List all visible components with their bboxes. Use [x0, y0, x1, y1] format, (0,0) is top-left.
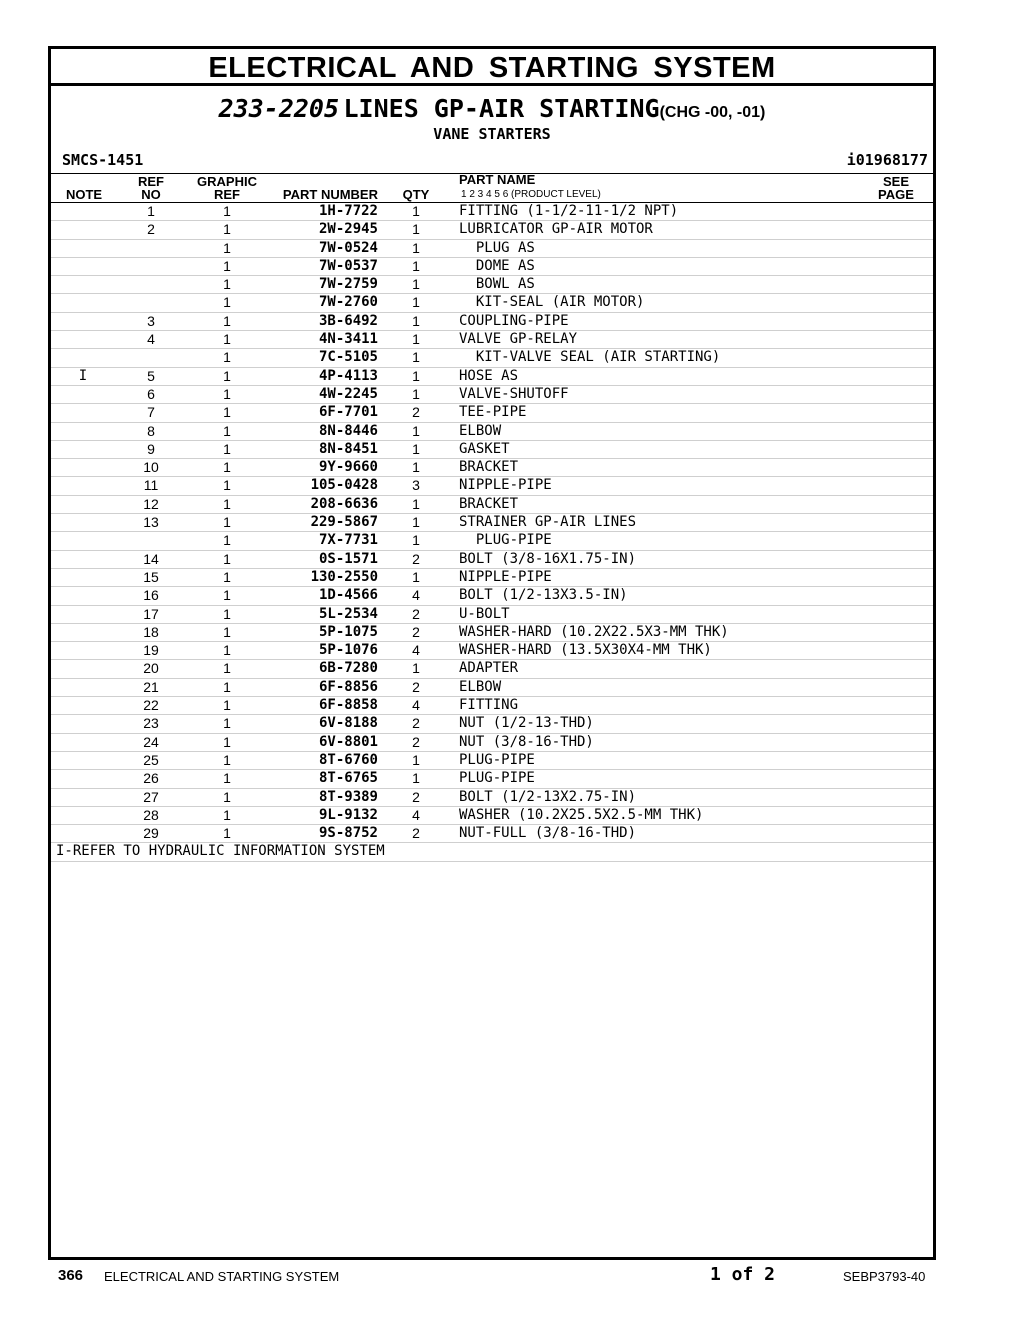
table-row: [51, 477, 933, 495]
graphic-ref-cell: 1: [223, 331, 231, 348]
graphic-ref-cell: 1: [223, 770, 231, 787]
footer-page-of: 1 of 2: [710, 1264, 776, 1285]
graphic-ref-cell: 1: [223, 312, 231, 329]
qty-cell: 4: [412, 806, 420, 823]
col-qty: QTY: [402, 187, 430, 202]
part-number-cell: 4P-4113: [318, 367, 378, 384]
table-row: [51, 349, 933, 367]
part-number-cell: 7C-5105: [318, 349, 378, 366]
table-row: [51, 240, 933, 258]
part-name-cell: BOLT (1/2-13X3.5-IN): [459, 587, 628, 604]
table-row: [51, 789, 933, 807]
part-name-cell: TEE-PIPE: [459, 404, 527, 421]
part-name-cell: KIT-SEAL (AIR MOTOR): [459, 294, 645, 311]
table-row: [51, 569, 933, 587]
qty-cell: 2: [412, 623, 420, 640]
group-header: [51, 86, 933, 174]
col-note: NOTE: [65, 187, 103, 202]
table-row: [51, 368, 933, 386]
part-number-cell: 3B-6492: [318, 312, 378, 329]
qty-cell: 1: [412, 349, 420, 366]
graphic-ref-cell: 1: [223, 239, 231, 256]
part-number-cell: 105-0428: [310, 477, 378, 494]
qty-cell: 1: [412, 422, 420, 439]
qty-cell: 1: [412, 514, 420, 531]
col-graphic-bottom: REF: [214, 187, 240, 202]
graphic-ref-cell: 1: [223, 257, 231, 274]
table-row: [51, 404, 933, 422]
part-name-cell: HOSE AS: [459, 367, 519, 384]
part-name-cell: BRACKET: [459, 495, 519, 512]
qty-cell: 4: [412, 697, 420, 714]
part-number-cell: 6F-8856: [318, 678, 378, 695]
col-product-level: 1 2 3 4 5 6 (PRODUCT LEVEL): [461, 189, 601, 200]
table-row: [51, 532, 933, 550]
part-name-cell: U-BOLT: [459, 605, 510, 622]
illustration-id: i01968177: [846, 151, 928, 169]
part-name-cell: WASHER-HARD (10.2X22.5X3-MM THK): [459, 623, 729, 640]
graphic-ref-cell: 1: [223, 733, 231, 750]
footer-section: ELECTRICAL AND STARTING SYSTEM: [104, 1269, 340, 1284]
section-title: ELECTRICAL AND STARTING SYSTEM: [51, 49, 933, 86]
qty-cell: 1: [412, 276, 420, 293]
ref-no-cell: 23: [143, 715, 159, 732]
part-name-cell: VALVE GP-RELAY: [459, 331, 578, 348]
graphic-ref-cell: 1: [223, 221, 231, 238]
qty-cell: 2: [412, 788, 420, 805]
ref-no-cell: 2: [147, 221, 155, 238]
part-name-cell: STRAINER GP-AIR LINES: [459, 514, 637, 531]
parts-table-body: [51, 203, 933, 843]
qty-cell: 1: [412, 221, 420, 238]
part-name-cell: VALVE-SHUTOFF: [459, 385, 569, 402]
table-row: [51, 276, 933, 294]
graphic-ref-cell: 1: [223, 367, 231, 384]
table-row: [51, 331, 933, 349]
table-row: [51, 642, 933, 660]
ref-no-cell: 9: [147, 440, 155, 457]
group-number: 233-2205: [218, 94, 340, 123]
part-name-cell: PLUG-PIPE: [459, 532, 552, 549]
part-name-cell: BRACKET: [459, 459, 519, 476]
ref-no-cell: 20: [143, 660, 159, 677]
part-number-cell: 4N-3411: [318, 331, 378, 348]
part-number-cell: 8T-9389: [318, 788, 378, 805]
qty-cell: 1: [412, 532, 420, 549]
table-row: [51, 258, 933, 276]
graphic-ref-cell: 1: [223, 514, 231, 531]
ref-no-cell: 14: [143, 550, 159, 567]
ref-no-cell: 12: [143, 495, 159, 512]
table-row: [51, 423, 933, 441]
part-number-cell: 6V-8801: [318, 733, 378, 750]
part-name-cell: NIPPLE-PIPE: [459, 568, 552, 585]
graphic-ref-cell: 1: [223, 203, 231, 219]
part-name-cell: LUBRICATOR GP-AIR MOTOR: [459, 221, 653, 238]
part-number-cell: 8N-8451: [318, 440, 378, 457]
table-row: [51, 697, 933, 715]
qty-cell: 2: [412, 678, 420, 695]
graphic-ref-cell: 1: [223, 532, 231, 549]
qty-cell: 4: [412, 642, 420, 659]
part-number-cell: 7W-0524: [318, 239, 378, 256]
table-row: [51, 624, 933, 642]
table-row: [51, 496, 933, 514]
part-name-cell: NIPPLE-PIPE: [459, 477, 552, 494]
qty-cell: 1: [412, 367, 420, 384]
graphic-ref-cell: 1: [223, 568, 231, 585]
graphic-ref-cell: 1: [223, 678, 231, 695]
part-name-cell: NUT-FULL (3/8-16-THD): [459, 825, 637, 842]
table-row: [51, 606, 933, 624]
part-name-cell: WASHER (10.2X25.5X2.5-MM THK): [459, 806, 704, 823]
ref-no-cell: 27: [143, 788, 159, 805]
table-row: [51, 770, 933, 788]
ref-no-cell: 25: [143, 751, 159, 768]
table-row: [51, 386, 933, 404]
part-name-cell: DOME AS: [459, 257, 535, 274]
table-row: [51, 551, 933, 569]
qty-cell: 1: [412, 385, 420, 402]
ref-no-cell: 10: [143, 459, 159, 476]
graphic-ref-cell: 1: [223, 276, 231, 293]
qty-cell: 1: [412, 770, 420, 787]
qty-cell: 1: [412, 294, 420, 311]
table-row: [51, 441, 933, 459]
part-number-cell: 0S-1571: [318, 550, 378, 567]
col-part-number: PART NUMBER: [282, 187, 378, 202]
graphic-ref-cell: 1: [223, 605, 231, 622]
part-name-cell: ELBOW: [459, 678, 502, 695]
table-row: [51, 807, 933, 825]
qty-cell: 3: [412, 477, 420, 494]
part-number-cell: 9Y-9660: [318, 459, 378, 476]
graphic-ref-cell: 1: [223, 349, 231, 366]
footer-doc-id: SEBP3793-40: [843, 1269, 926, 1284]
smcs-code: SMCS-1451: [62, 151, 144, 169]
part-number-cell: 6F-7701: [318, 404, 378, 421]
graphic-ref-cell: 1: [223, 550, 231, 567]
part-number-cell: 6V-8188: [318, 715, 378, 732]
ref-no-cell: 6: [147, 385, 155, 402]
qty-cell: 1: [412, 440, 420, 457]
part-number-cell: 229-5867: [310, 514, 378, 531]
ref-no-cell: 1: [147, 203, 155, 219]
graphic-ref-cell: 1: [223, 642, 231, 659]
part-number-cell: 5P-1076: [318, 642, 378, 659]
ref-no-cell: 5: [147, 367, 155, 384]
note-cell: I: [78, 367, 88, 384]
part-number-cell: 5L-2534: [318, 605, 378, 622]
table-row: [51, 752, 933, 770]
col-ref-top: REF: [138, 174, 164, 189]
part-name-cell: GASKET: [459, 440, 510, 457]
qty-cell: 1: [412, 257, 420, 274]
part-number-cell: 6B-7280: [318, 660, 378, 677]
qty-cell: 1: [412, 331, 420, 348]
part-number-cell: 208-6636: [310, 495, 378, 512]
ref-no-cell: 4: [147, 331, 155, 348]
part-number-cell: 9L-9132: [318, 806, 378, 823]
ref-no-cell: 17: [143, 605, 159, 622]
qty-cell: 1: [412, 312, 420, 329]
part-number-cell: 8T-6765: [318, 770, 378, 787]
table-row: [51, 313, 933, 331]
part-number-cell: 5P-1075: [318, 623, 378, 640]
col-see-bottom: PAGE: [878, 187, 914, 202]
ref-no-cell: 8: [147, 422, 155, 439]
part-name-cell: WASHER-HARD (13.5X30X4-MM THK): [459, 642, 712, 659]
graphic-ref-cell: 1: [223, 623, 231, 640]
table-row: [51, 203, 933, 221]
part-name-cell: BOLT (1/2-13X2.75-IN): [459, 788, 637, 805]
qty-cell: 2: [412, 825, 420, 842]
ref-no-cell: 15: [143, 568, 159, 585]
graphic-ref-cell: 1: [223, 440, 231, 457]
qty-cell: 1: [412, 495, 420, 512]
qty-cell: 1: [412, 660, 420, 677]
col-part-name: PART NAME: [459, 172, 536, 187]
group-title-line: [51, 94, 933, 123]
part-name-cell: BOWL AS: [459, 276, 535, 293]
ref-no-cell: 18: [143, 623, 159, 640]
graphic-ref-cell: 1: [223, 660, 231, 677]
part-number-cell: 6F-8858: [318, 697, 378, 714]
graphic-ref-cell: 1: [223, 825, 231, 842]
graphic-ref-cell: 1: [223, 788, 231, 805]
part-name-cell: PLUG-PIPE: [459, 751, 535, 768]
ref-no-cell: 11: [143, 477, 159, 494]
ref-no-cell: 24: [143, 733, 159, 750]
part-name-cell: FITTING: [459, 697, 519, 714]
page-footer: [0, 1264, 1020, 1290]
part-name-cell: NUT (3/8-16-THD): [459, 733, 594, 750]
table-row: [51, 294, 933, 312]
col-graphic-top: GRAPHIC: [197, 174, 257, 189]
group-name: LINES GP-AIR STARTING: [343, 94, 660, 123]
qty-cell: 1: [412, 751, 420, 768]
part-name-cell: PLUG-PIPE: [459, 770, 535, 787]
table-row: [51, 715, 933, 733]
table-row: [51, 660, 933, 678]
ref-no-cell: 16: [143, 587, 159, 604]
parts-page-frame: [48, 46, 936, 1260]
part-name-cell: BOLT (3/8-16X1.75-IN): [459, 550, 637, 567]
part-number-cell: 7W-2760: [318, 294, 378, 311]
qty-cell: 2: [412, 715, 420, 732]
part-number-cell: 4W-2245: [318, 385, 378, 402]
table-row: [51, 514, 933, 532]
footer-page-number: 366: [58, 1267, 84, 1284]
part-number-cell: 7W-0537: [318, 257, 378, 274]
ref-no-cell: 19: [143, 642, 159, 659]
graphic-ref-cell: 1: [223, 477, 231, 494]
group-change-level: (CHG -00, -01): [659, 104, 766, 121]
graphic-ref-cell: 1: [223, 697, 231, 714]
table-row: [51, 825, 933, 843]
qty-cell: 2: [412, 605, 420, 622]
part-number-cell: 8T-6760: [318, 751, 378, 768]
graphic-ref-cell: 1: [223, 459, 231, 476]
ref-no-cell: 7: [147, 404, 155, 421]
qty-cell: 1: [412, 459, 420, 476]
part-name-cell: PLUG AS: [459, 239, 535, 256]
ref-no-cell: 21: [143, 678, 159, 695]
part-name-cell: FITTING (1-1/2-11-1/2 NPT): [459, 203, 679, 219]
qty-cell: 1: [412, 239, 420, 256]
table-row: [51, 587, 933, 605]
qty-cell: 4: [412, 587, 420, 604]
part-number-cell: 9S-8752: [318, 825, 378, 842]
part-name-cell: ELBOW: [459, 422, 502, 439]
graphic-ref-cell: 1: [223, 751, 231, 768]
part-name-cell: KIT-VALVE SEAL (AIR STARTING): [459, 349, 721, 366]
graphic-ref-cell: 1: [223, 587, 231, 604]
qty-cell: 2: [412, 733, 420, 750]
col-see-top: SEE: [882, 174, 909, 189]
part-number-cell: 8N-8446: [318, 422, 378, 439]
graphic-ref-cell: 1: [223, 715, 231, 732]
qty-cell: 2: [412, 550, 420, 567]
footnote: I-REFER TO HYDRAULIC INFORMATION SYSTEM: [51, 843, 933, 861]
col-ref-bottom: NO: [141, 187, 161, 202]
column-headers: [51, 174, 933, 203]
graphic-ref-cell: 1: [223, 806, 231, 823]
table-row: [51, 679, 933, 697]
ref-no-cell: 26: [143, 770, 159, 787]
part-number-cell: 7X-7731: [318, 532, 378, 549]
part-name-cell: NUT (1/2-13-THD): [459, 715, 594, 732]
part-name-cell: COUPLING-PIPE: [459, 312, 569, 329]
ref-no-cell: 22: [143, 697, 159, 714]
graphic-ref-cell: 1: [223, 404, 231, 421]
qty-cell: 1: [412, 568, 420, 585]
table-row: [51, 221, 933, 239]
part-number-cell: 1D-4566: [318, 587, 378, 604]
graphic-ref-cell: 1: [223, 385, 231, 402]
table-row: [51, 459, 933, 477]
group-subtitle: VANE STARTERS: [433, 125, 551, 143]
part-number-cell: 1H-7722: [318, 203, 378, 219]
graphic-ref-cell: 1: [223, 294, 231, 311]
ref-no-cell: 3: [147, 312, 155, 329]
qty-cell: 1: [412, 203, 420, 219]
qty-cell: 2: [412, 404, 420, 421]
ref-no-cell: 29: [143, 825, 159, 842]
part-number-cell: 130-2550: [310, 568, 378, 585]
table-row: [51, 734, 933, 752]
part-number-cell: 7W-2759: [318, 276, 378, 293]
graphic-ref-cell: 1: [223, 495, 231, 512]
ref-no-cell: 28: [143, 806, 159, 823]
part-number-cell: 2W-2945: [318, 221, 378, 238]
part-name-cell: ADAPTER: [459, 660, 519, 677]
ref-no-cell: 13: [143, 514, 159, 531]
graphic-ref-cell: 1: [223, 422, 231, 439]
